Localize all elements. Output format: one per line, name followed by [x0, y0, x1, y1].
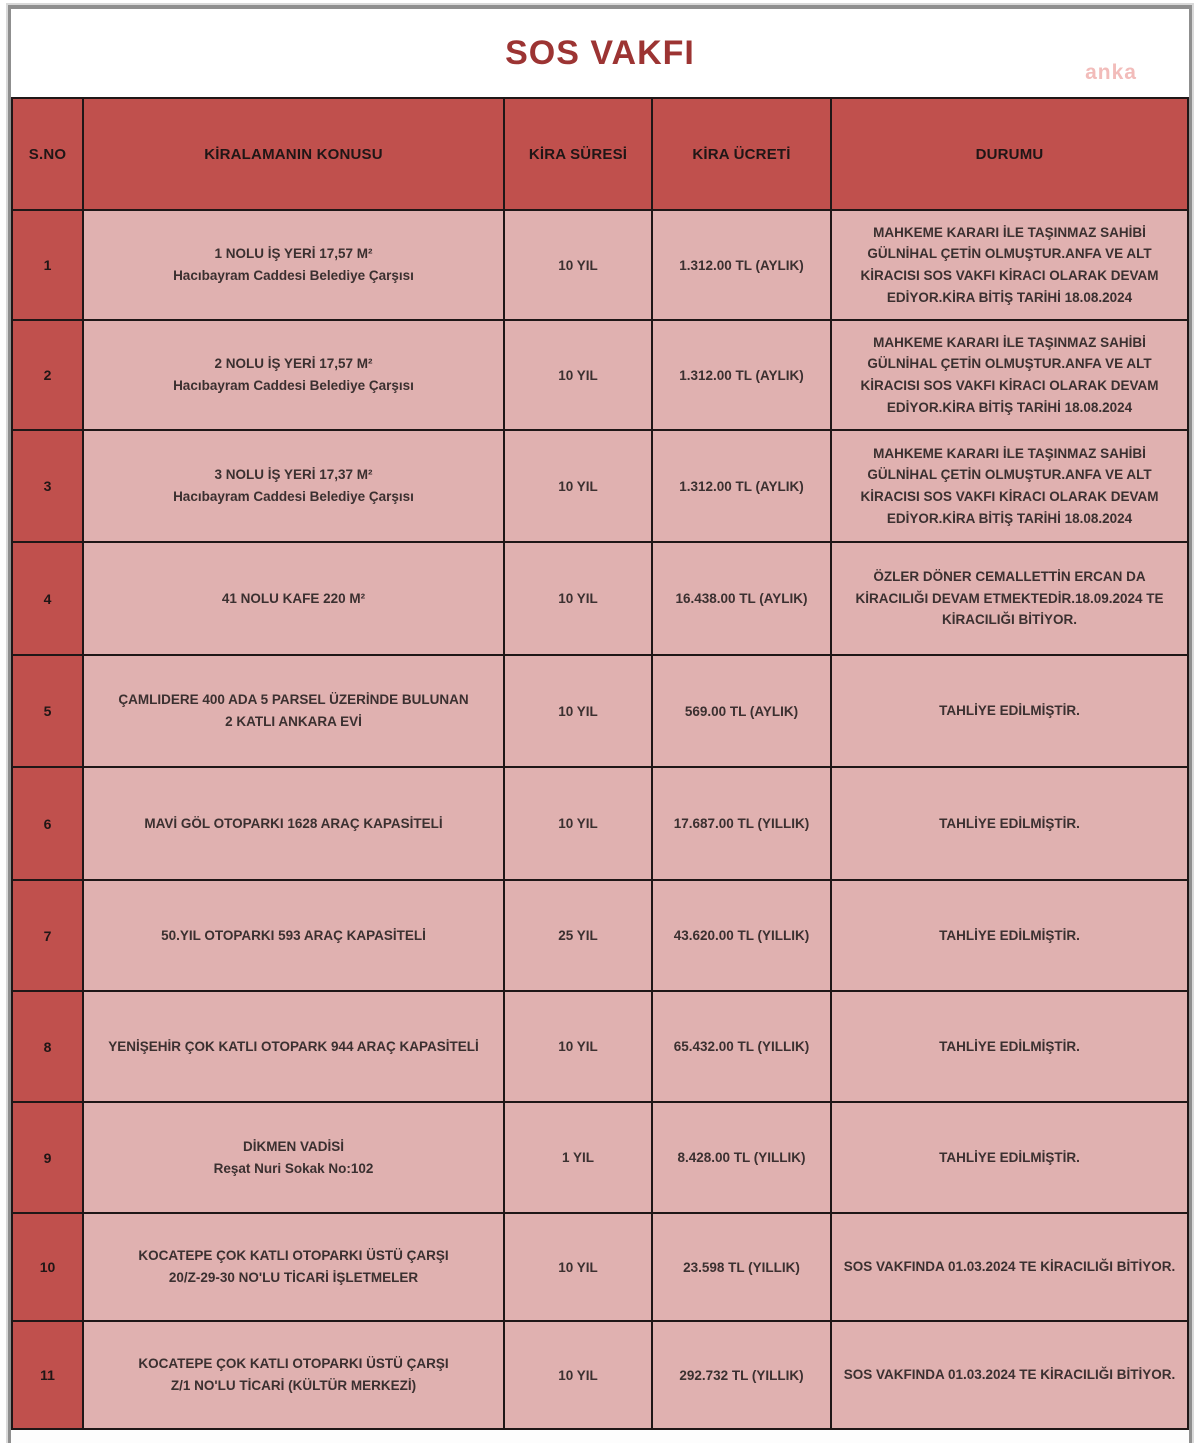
- subject-line: 20/Z-29-30 NO'LU TİCARİ İŞLETMELER: [168, 1270, 419, 1285]
- row-number-cell: 5: [13, 656, 84, 768]
- rent-cell: 569.00 TL (AYLIK): [653, 656, 832, 768]
- column-header-ucret: KİRA ÜCRETİ: [653, 99, 832, 211]
- duration-cell: 10 YIL: [505, 768, 653, 881]
- rent-cell: 1.312.00 TL (AYLIK): [653, 211, 832, 321]
- row-number-cell: 10: [13, 1214, 84, 1322]
- status-cell: MAHKEME KARARI İLE TAŞINMAZ SAHİBİ GÜLNİHAL ÇETİN OLMUŞTUR.ANFA VE ALT KİRACISI SOS VAKFI KİRACI OLARAK DEVAM EDİYOR.KİRA BİTİŞ TARİHİ 18.08.2024: [832, 321, 1189, 431]
- subject-line: DİKMEN VADİSİ: [242, 1138, 344, 1154]
- rent-cell: 17.687.00 TL (YILLIK): [653, 768, 832, 881]
- row-number-cell: 3: [13, 431, 84, 543]
- status-cell: SOS VAKFINDA 01.03.2024 TE KİRACILIĞI BİTİYOR.: [832, 1322, 1189, 1430]
- subject-line: 2 NOLU İŞ YERİ 17,57 M²: [214, 356, 373, 372]
- row-number-cell: 4: [13, 543, 84, 656]
- status-cell: ÖZLER DÖNER CEMALLETTİN ERCAN DA KİRACILIĞI DEVAM ETMEKTEDİR.18.09.2024 TE KİRACILIĞI BİTİYOR.: [832, 543, 1189, 656]
- status-cell: TAHLİYE EDİLMİŞTİR.: [832, 992, 1189, 1103]
- subject-cell: [84, 543, 505, 656]
- subject-line: 50.YIL OTOPARKI 593 ARAÇ KAPASİTELİ: [161, 927, 426, 943]
- subject-cell: [84, 1322, 505, 1430]
- subject-cell: [84, 992, 505, 1103]
- subject-line: YENİŞEHİR ÇOK KATLI OTOPARK 944 ARAÇ KAPASİTELİ: [108, 1038, 479, 1054]
- rent-cell: 16.438.00 TL (AYLIK): [653, 543, 832, 656]
- subject-line: ÇAMLIDERE 400 ADA 5 PARSEL ÜZERİNDE BULUNAN: [118, 692, 469, 708]
- subject-line: 1 NOLU İŞ YERİ 17,57 M²: [214, 246, 373, 262]
- duration-cell: 10 YIL: [505, 321, 653, 431]
- subject-cell: [84, 656, 505, 768]
- subject-cell: [84, 321, 505, 431]
- subject-cell: [84, 211, 505, 321]
- duration-cell: 10 YIL: [505, 1322, 653, 1430]
- rent-cell: 292.732 TL (YILLIK): [653, 1322, 832, 1430]
- column-header-sure: KİRA SÜRESİ: [505, 99, 653, 211]
- rent-cell: 43.620.00 TL (YILLIK): [653, 881, 832, 992]
- duration-cell: 10 YIL: [505, 992, 653, 1103]
- status-cell: TAHLİYE EDİLMİŞTİR.: [832, 1103, 1189, 1214]
- row-number-cell: 2: [13, 321, 84, 431]
- subject-line: Hacıbayram Caddesi Belediye Çarşısı: [173, 268, 414, 283]
- rent-cell: 23.598 TL (YILLIK): [653, 1214, 832, 1322]
- scanned-sheet: [8, 5, 1192, 1443]
- page-title: SOS VAKFI: [505, 33, 695, 72]
- rent-cell: 1.312.00 TL (AYLIK): [653, 431, 832, 543]
- subject-line: MAVİ GÖL OTOPARKI 1628 ARAÇ KAPASİTELİ: [144, 815, 443, 831]
- duration-cell: 25 YIL: [505, 881, 653, 992]
- subject-line: Hacıbayram Caddesi Belediye Çarşısı: [173, 489, 414, 504]
- rent-cell: 1.312.00 TL (AYLIK): [653, 321, 832, 431]
- page-bottom-margin: [11, 1430, 1189, 1443]
- row-number-cell: 7: [13, 881, 84, 992]
- duration-cell: 10 YIL: [505, 543, 653, 656]
- column-header-konu: KİRALAMANIN KONUSU: [84, 99, 505, 211]
- status-cell: MAHKEME KARARI İLE TAŞINMAZ SAHİBİ GÜLNİHAL ÇETİN OLMUŞTUR.ANFA VE ALT KİRACISI SOS VAKFI KİRACI OLARAK DEVAM EDİYOR.KİRA BİTİŞ TARİHİ 18.08.2024: [832, 211, 1189, 321]
- row-number-cell: 11: [13, 1322, 84, 1430]
- subject-line: Z/1 NO'LU TİCARİ (KÜLTÜR MERKEZİ): [170, 1378, 417, 1393]
- subject-line: 41 NOLU KAFE 220 M²: [221, 590, 366, 606]
- status-cell: TAHLİYE EDİLMİŞTİR.: [832, 881, 1189, 992]
- row-number-cell: 1: [13, 211, 84, 321]
- row-number-cell: 6: [13, 768, 84, 881]
- title-band: [11, 9, 1189, 97]
- row-number-cell: 9: [13, 1103, 84, 1214]
- subject-line: Hacıbayram Caddesi Belediye Çarşısı: [173, 378, 414, 393]
- subject-line: 3 NOLU İŞ YERİ 17,37 M²: [214, 467, 373, 483]
- column-header-durum: DURUMU: [832, 99, 1189, 211]
- subject-line: Reşat Nuri Sokak No:102: [213, 1160, 374, 1176]
- rent-cell: 8.428.00 TL (YILLIK): [653, 1103, 832, 1214]
- status-cell: TAHLİYE EDİLMİŞTİR.: [832, 656, 1189, 768]
- subject-cell: [84, 431, 505, 543]
- subject-line: 2 KATLI ANKARA EVİ: [225, 714, 362, 729]
- status-cell: SOS VAKFINDA 01.03.2024 TE KİRACILIĞI BİTİYOR.: [832, 1214, 1189, 1322]
- subject-cell: [84, 768, 505, 881]
- anka-watermark: anka: [1085, 61, 1137, 84]
- subject-line: KOCATEPE ÇOK KATLI OTOPARKI ÜSTÜ ÇARŞI: [138, 1356, 449, 1372]
- rental-table: [11, 97, 1189, 1430]
- duration-cell: 1 YIL: [505, 1103, 653, 1214]
- status-cell: TAHLİYE EDİLMİŞTİR.: [832, 768, 1189, 881]
- duration-cell: 10 YIL: [505, 211, 653, 321]
- status-cell: MAHKEME KARARI İLE TAŞINMAZ SAHİBİ GÜLNİHAL ÇETİN OLMUŞTUR.ANFA VE ALT KİRACISI SOS VAKFI KİRACI OLARAK DEVAM EDİYOR.KİRA BİTİŞ TARİHİ 18.08.2024: [832, 431, 1189, 543]
- subject-line: KOCATEPE ÇOK KATLI OTOPARKI ÜSTÜ ÇARŞI: [138, 1248, 449, 1264]
- duration-cell: 10 YIL: [505, 1214, 653, 1322]
- subject-cell: [84, 1103, 505, 1214]
- subject-cell: [84, 881, 505, 992]
- rent-cell: 65.432.00 TL (YILLIK): [653, 992, 832, 1103]
- row-number-cell: 8: [13, 992, 84, 1103]
- duration-cell: 10 YIL: [505, 431, 653, 543]
- column-header-sno: S.NO: [13, 99, 84, 211]
- duration-cell: 10 YIL: [505, 656, 653, 768]
- subject-cell: [84, 1214, 505, 1322]
